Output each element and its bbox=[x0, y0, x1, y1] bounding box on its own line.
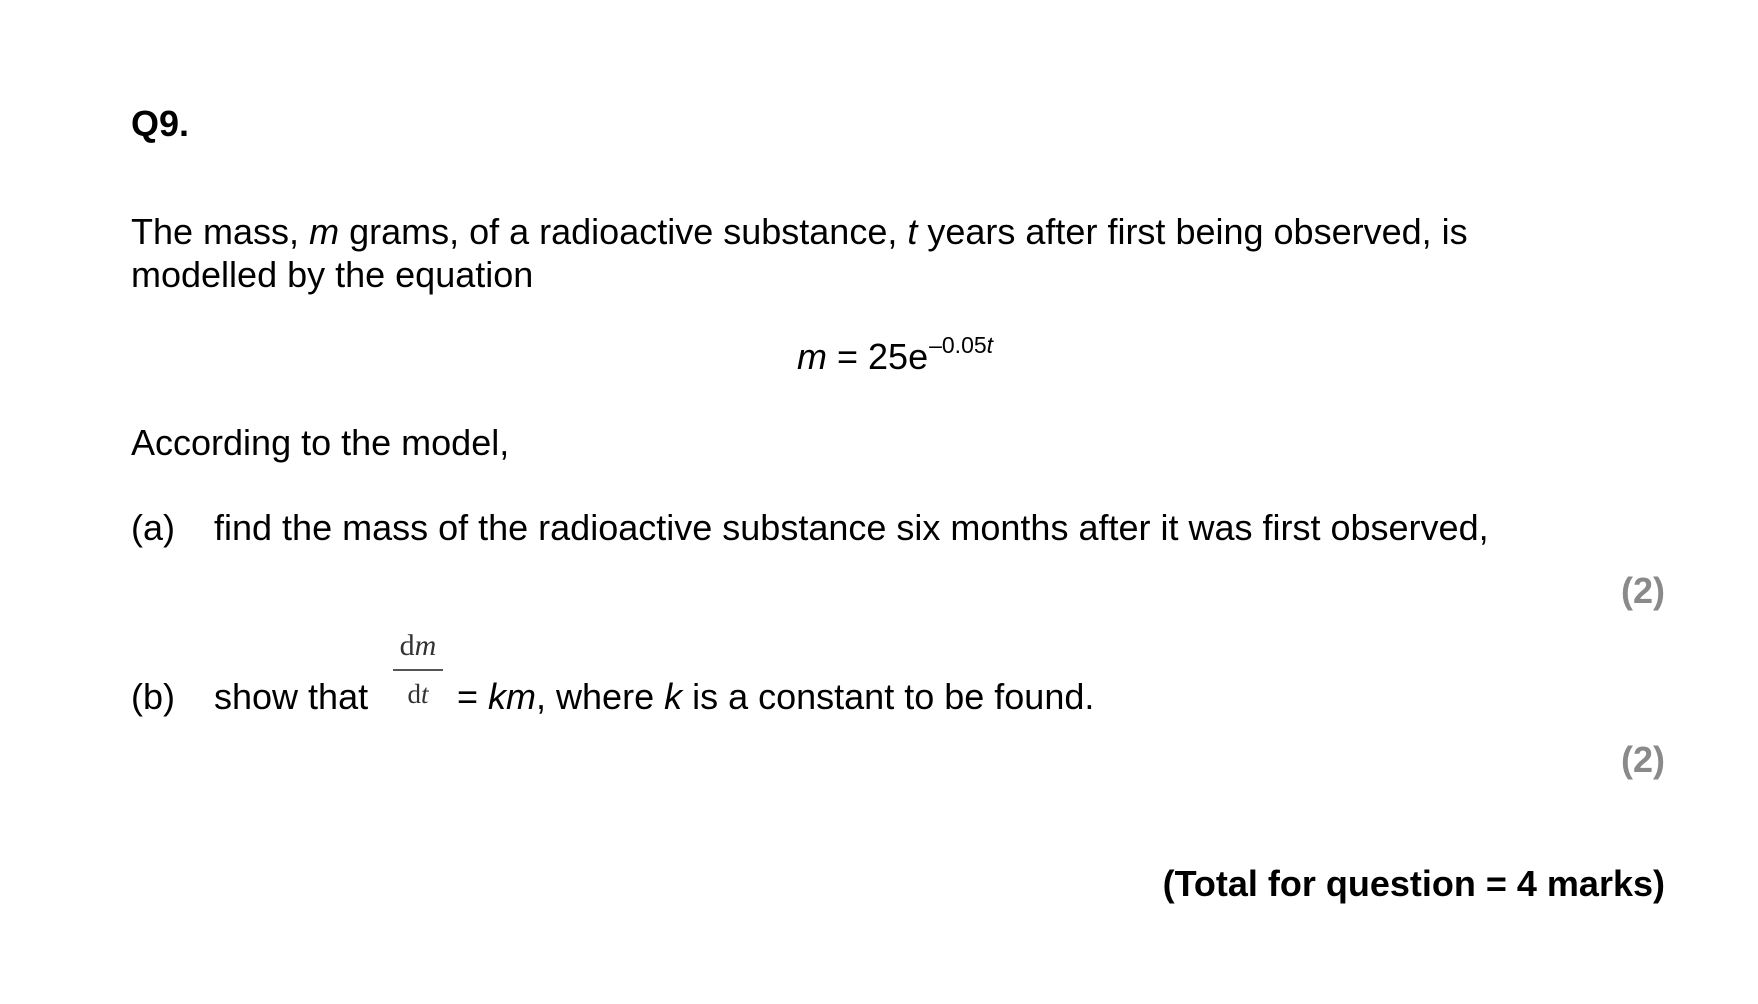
intro-text: The mass, bbox=[131, 211, 310, 252]
part-b-text-pre: show that bbox=[214, 676, 369, 717]
numerator-d: d bbox=[399, 629, 415, 662]
where-text: , where bbox=[536, 676, 665, 717]
part-b-label: (b) bbox=[131, 676, 175, 717]
denominator-var: t bbox=[420, 679, 429, 709]
km-expression: km bbox=[488, 676, 537, 717]
total-marks: (Total for question = 4 marks) bbox=[1162, 863, 1665, 904]
exponent-variable: t bbox=[986, 332, 994, 358]
exponent-coefficient: –0.05 bbox=[929, 332, 987, 358]
part-a-marks: (2) bbox=[1621, 570, 1665, 611]
part-b-marks: (2) bbox=[1621, 739, 1665, 780]
equals: = bbox=[457, 676, 489, 717]
part-b-text-post bbox=[457, 675, 1094, 718]
model-equation bbox=[797, 332, 994, 382]
part-a-text: find the mass of the radioactive substance six months after it was first observed, bbox=[214, 507, 1489, 548]
intro-line-2: modelled by the equation bbox=[131, 254, 534, 295]
question-number: Q9. bbox=[131, 103, 190, 144]
part-a-label: (a) bbox=[131, 507, 175, 548]
variable-m: m bbox=[309, 211, 340, 252]
variable-t: t bbox=[907, 211, 918, 252]
denominator-d: d bbox=[407, 679, 421, 709]
intro-line-1 bbox=[131, 210, 1468, 253]
equation-exponent bbox=[929, 332, 993, 358]
derivative-fraction bbox=[391, 627, 445, 711]
equation-lhs: m bbox=[797, 336, 827, 377]
intro-text: years after first being observed, is bbox=[917, 211, 1468, 252]
numerator-var: m bbox=[414, 629, 437, 662]
fraction-bar bbox=[393, 669, 443, 671]
according-text: According to the model, bbox=[131, 422, 510, 463]
intro-text: grams, of a radioactive substance, bbox=[339, 211, 908, 252]
equation-rhs: = 25e bbox=[827, 336, 929, 377]
post-text: is a constant to be found. bbox=[682, 676, 1095, 717]
constant-k: k bbox=[664, 676, 683, 717]
fraction-numerator bbox=[391, 627, 445, 665]
fraction-denominator bbox=[391, 677, 445, 711]
